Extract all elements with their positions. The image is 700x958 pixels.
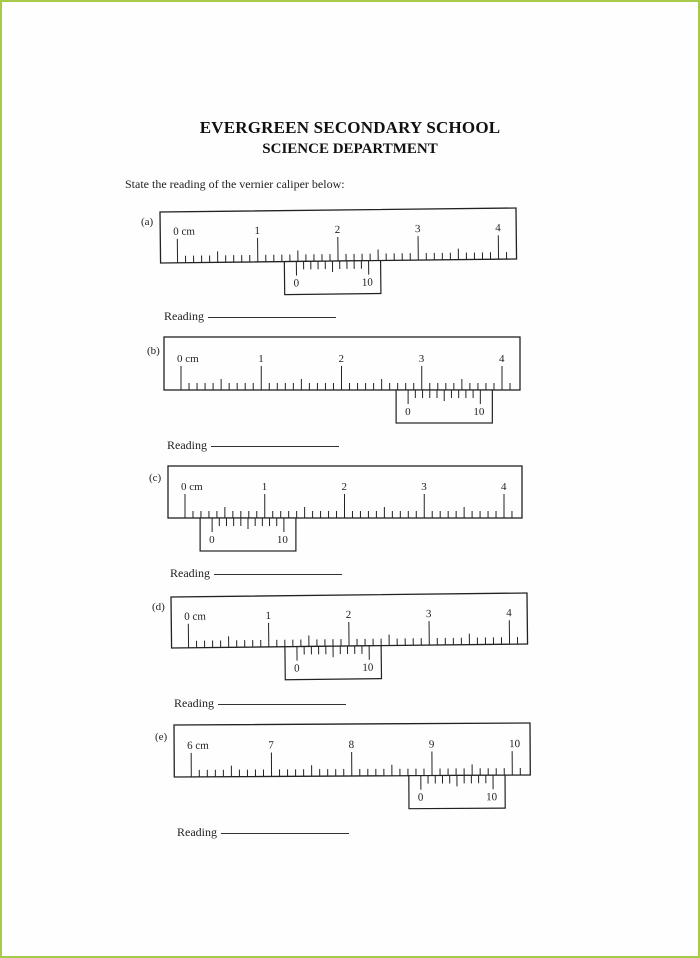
main-scale-label: 0 cm	[177, 353, 199, 365]
main-scale-label: 3	[414, 223, 421, 236]
main-scale-label: 10	[509, 738, 521, 751]
main-scale-label: 2	[334, 223, 341, 237]
main-scale-label: 4	[499, 353, 505, 365]
main-scale-label: 2	[345, 608, 352, 622]
reading-answer-line[interactable]	[221, 833, 349, 834]
vernier-label: 0	[417, 791, 424, 804]
vernier-label: 0	[405, 406, 411, 418]
main-scale-label: 4	[495, 222, 501, 235]
reading-label: Reading	[167, 438, 207, 452]
main-scale-label: 8	[348, 738, 355, 752]
main-scale-label: 2	[341, 481, 347, 493]
main-scale-label: 9	[428, 738, 435, 751]
main-scale-label: 1	[265, 609, 272, 622]
vernier-label: 10	[362, 661, 374, 674]
main-scale-label: 3	[421, 481, 427, 493]
vernier-label: 0	[209, 534, 215, 546]
reading-label: Reading	[170, 566, 210, 580]
main-scale-label: 3	[418, 353, 425, 365]
problem-label: (a)	[141, 216, 154, 228]
main-scale-label: 3	[425, 608, 432, 621]
instruction-text: State the reading of the vernier caliper below:	[125, 177, 345, 191]
main-scale-label: 0 cm	[181, 481, 203, 493]
vernier-label: 0	[293, 277, 300, 290]
problem-label: (d)	[152, 601, 165, 613]
vernier-label: 10	[276, 534, 288, 546]
main-scale-label: 0 cm	[184, 610, 206, 623]
main-scale-label: 7	[268, 739, 274, 752]
main-scale-label: 4	[501, 481, 507, 493]
reading-label: Reading	[177, 825, 217, 839]
vernier-label: 10	[473, 406, 485, 418]
reading-label: Reading	[164, 309, 204, 323]
reading-label: Reading	[174, 696, 214, 710]
caliper-group	[174, 723, 530, 810]
main-scale-label: 1	[254, 224, 261, 237]
school-title: EVERGREEN SECONDARY SCHOOL	[199, 118, 501, 137]
vernier-label: 10	[361, 276, 373, 289]
problem-label: (e)	[155, 731, 168, 743]
problem-label: (b)	[147, 345, 160, 357]
department-title: SCIENCE DEPARTMENT	[262, 141, 438, 157]
vernier-label: 10	[486, 791, 498, 804]
main-scale-label: 1	[261, 481, 268, 493]
vernier-label: 0	[294, 662, 300, 675]
main-scale-label: 0 cm	[173, 225, 195, 238]
main-scale-label: 1	[258, 353, 264, 365]
main-scale-label: 4	[506, 607, 512, 620]
problem-label: (c)	[149, 472, 162, 484]
main-scale-label: 2	[338, 353, 344, 365]
main-scale-label: 6 cm	[187, 739, 209, 752]
